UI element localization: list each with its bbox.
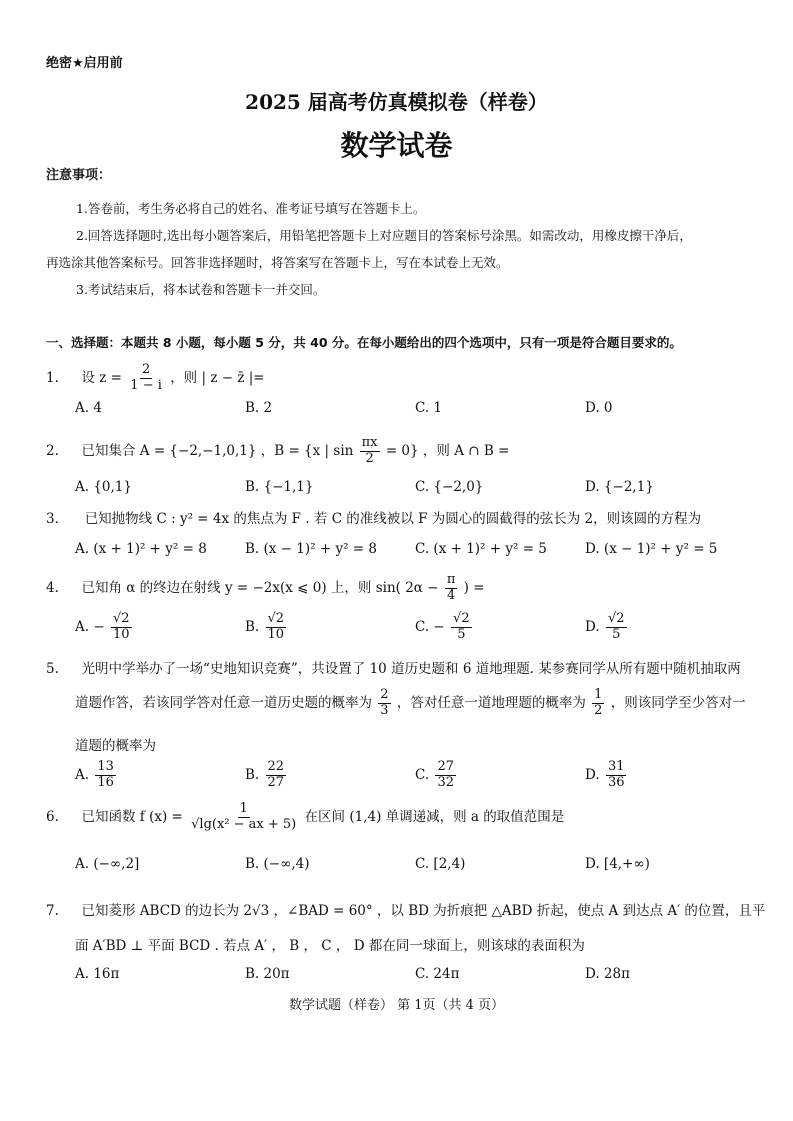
option-label: C. — [415, 766, 430, 783]
option-d: D. [4,+∞) — [585, 856, 650, 872]
fraction — [95, 760, 116, 791]
option-c: C. 24π — [415, 966, 460, 982]
numerator: 31 — [607, 759, 625, 774]
option-b: B. 20π — [245, 966, 290, 982]
question-number: 7. — [46, 903, 59, 919]
option-a — [75, 612, 134, 643]
question-text: ，则 | z − z̄ |= — [170, 369, 265, 386]
notice-item-2b: 再选涂其他答案标号。回答非选择题时，将答案写在答题卡上，写在本试卷上无效。 — [46, 255, 509, 270]
option-label: C. − — [415, 618, 445, 635]
question-5-line-2 — [75, 688, 746, 719]
question-text: 已知角 α 的终边在射线 y = −2x(x ⩽ 0) 上，则 sin( 2α − — [81, 579, 439, 596]
denominator: √lg(x² − ax + 5) — [191, 816, 297, 832]
confidential-label: 绝密★启用前 — [46, 56, 123, 71]
question-7-line-1 — [46, 899, 765, 919]
page-footer: 数学试题（样卷） 第 1页（共 4 页） — [288, 998, 505, 1013]
option-b: B. 2 — [245, 400, 273, 416]
question-text: 光明中学举办了一场“史地知识竞赛”，共设置了 10 道历史题和 6 道地理题. 某参赛同学从所有题中随机抽取两 — [81, 661, 741, 677]
option-c: C. [2,4) — [415, 856, 466, 872]
option-label: B. — [245, 618, 260, 635]
section-heading: 一、选择题：本题共 8 小题，每小题 5 分，共 40 分。在每小题给出的四个选项中，只有一项是符合题目要求的。 — [46, 335, 682, 350]
numerator: 2 — [380, 687, 389, 702]
denominator: 10 — [112, 626, 130, 642]
notice-item-1: 1.答卷前，考生务必将自己的姓名、准考证号填写在答题卡上。 — [76, 201, 426, 216]
option-c: C. {−2,0} — [415, 479, 484, 495]
numerator: 1 — [239, 801, 248, 816]
notice-item-2a: 2.回答选择题时,选出每小题答案后，用铅笔把答题卡上对应题目的答案标号涂黑。如需改动，用橡皮擦干净后， — [76, 228, 692, 243]
subject-title: 数学试卷 — [340, 129, 453, 162]
option-c: C. (x + 1)² + y² = 5 — [415, 541, 547, 557]
option-a — [75, 760, 118, 791]
option-label: D. — [585, 618, 600, 635]
fraction — [189, 802, 298, 833]
denominator: 5 — [612, 626, 621, 642]
question-number: 5. — [46, 661, 59, 677]
numerator: √2 — [112, 611, 130, 626]
question-number: 1. — [46, 369, 59, 386]
option-a: A. (x + 1)² + y² = 8 — [75, 541, 207, 557]
option-d: D. {−2,1} — [585, 479, 654, 495]
question-text: 已知集合 A = {−2,−1,0,1} ，B = {x | sin — [81, 442, 354, 459]
fraction — [378, 688, 390, 719]
fraction — [592, 688, 604, 719]
question-text: ，则该同学至少答对一 — [610, 694, 746, 711]
fraction — [128, 363, 164, 394]
denominator: 3 — [380, 702, 389, 718]
question-text: 设 z = — [81, 369, 122, 386]
option-d — [585, 760, 628, 791]
denominator: 10 — [267, 626, 285, 642]
denominator: 2 — [365, 450, 374, 466]
option-label: B. — [245, 766, 260, 783]
question-text: 在区间 (1,4) 单调递减，则 a 的取值范围是 — [304, 808, 565, 825]
question-number: 3． — [46, 511, 69, 527]
option-b — [245, 612, 288, 643]
question-7-line-2: 面 A′BD ⊥ 平面 BCD . 若点 A′ ， B ， C ， D 都在同一球面上，则该球的表面积为 — [75, 938, 585, 954]
numerator: 2 — [141, 362, 151, 377]
fraction — [266, 760, 287, 791]
question-number: 6. — [46, 808, 59, 825]
option-c — [415, 612, 474, 643]
option-b: B. (x − 1)² + y² = 8 — [245, 541, 377, 557]
option-d: D. 0 — [585, 400, 613, 416]
option-label: A. − — [75, 618, 105, 635]
question-number: 2. — [46, 442, 59, 459]
option-b: B. (−∞,4) — [245, 856, 310, 872]
numerator: √2 — [607, 611, 625, 626]
denominator: 5 — [457, 626, 466, 642]
denominator: 1 − i — [130, 377, 162, 393]
option-d — [585, 612, 629, 643]
notice-heading: 注意事项： — [46, 168, 112, 183]
question-2 — [46, 436, 509, 467]
question-text: 已知抛物线 C : y² = 4x 的焦点为 F . 若 C 的准线被以 F 为圆心的圆截得的弦长为 2，则该圆的方程为 — [84, 511, 702, 527]
denominator: 4 — [446, 587, 456, 603]
numerator: 13 — [97, 759, 114, 774]
fraction — [111, 612, 132, 643]
question-4 — [46, 573, 485, 604]
denominator: 32 — [437, 774, 454, 790]
question-1 — [46, 363, 265, 394]
option-b — [245, 760, 288, 791]
question-5-line-3: 道题的概率为 — [75, 738, 156, 754]
option-c — [415, 760, 458, 791]
option-b: B. {−1,1} — [245, 479, 314, 495]
numerator: √2 — [267, 611, 285, 626]
question-text: 已知菱形 ABCD 的边长为 2√3 ，∠BAD = 60° ，以 BD 为折痕把 △ABD 折起，使点 A 到达点 A′ 的位置，且平 — [81, 903, 766, 919]
option-label: A. — [75, 766, 90, 783]
question-text: ) = — [463, 579, 485, 596]
denominator: 2 — [594, 702, 603, 718]
numerator: √2 — [453, 611, 470, 626]
question-6 — [46, 802, 564, 833]
option-d: D. (x − 1)² + y² = 5 — [585, 541, 718, 557]
exam-title: 2025 届高考仿真模拟卷（样卷） — [245, 90, 548, 114]
option-c: C. 1 — [415, 400, 443, 416]
option-d: D. 28π — [585, 966, 630, 982]
fraction — [606, 612, 627, 643]
question-text: 道题作答，若该同学答对任意一道历史题的概率为 — [75, 694, 372, 711]
numerator: 22 — [267, 759, 285, 774]
question-5-line-1 — [46, 657, 741, 677]
option-a: A. 4 — [75, 400, 102, 416]
numerator: 1 — [594, 687, 603, 702]
question-number: 4. — [46, 579, 59, 596]
question-text: 已知函数 f (x) = — [81, 808, 183, 825]
option-a: A. 16π — [75, 966, 120, 982]
fraction — [435, 760, 456, 791]
fraction — [451, 612, 472, 643]
fraction — [606, 760, 627, 791]
fraction — [360, 436, 380, 467]
denominator: 16 — [97, 774, 114, 790]
numerator: πx — [361, 435, 378, 450]
question-text: ，答对任意一道地理题的概率为 — [396, 694, 586, 711]
question-3 — [46, 507, 701, 527]
notice-item-3: 3.考试结束后，将本试卷和答题卡一并交回。 — [76, 282, 326, 297]
numerator: 27 — [437, 759, 454, 774]
option-a: A. (−∞,2] — [75, 856, 140, 872]
denominator: 36 — [607, 774, 625, 790]
fraction — [266, 612, 287, 643]
question-text: = 0} ，则 A ∩ B = — [385, 442, 510, 459]
option-label: D. — [585, 766, 600, 783]
fraction — [445, 573, 458, 604]
numerator: π — [446, 572, 456, 587]
denominator: 27 — [267, 774, 285, 790]
option-a: A. {0,1} — [75, 479, 132, 495]
